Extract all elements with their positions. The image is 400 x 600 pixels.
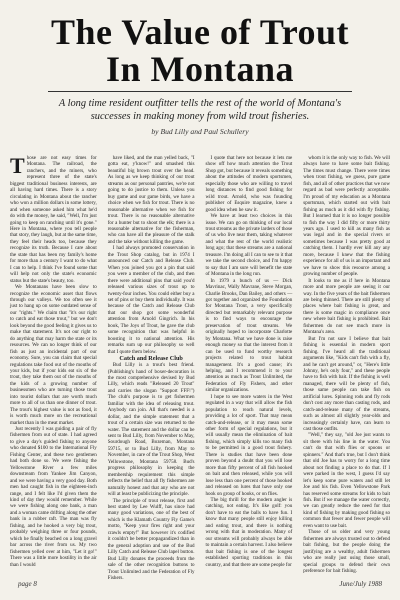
body-paragraph: The big thrill for the modern angler is catching, not eating. It's like golf: you don't have to eat the balls to have fun. I know that many people still enjoy killing and eating trout, and there is nothing wrong with that in moderation. Many of our streams will probably always be able to maintain a certain harvest. I also believe that bait fishing is one of the longest established sporting traditions in this country, and that there are some people for (205, 497, 293, 568)
article-body (10, 153, 390, 581)
body-paragraph (10, 155, 97, 284)
body-paragraph: In 1979 a bunch of us — Dick Mavrinac, Wally Mavrane, Steve Morgan, Charlie Brooks, Dan Bailey, and others — got together and organized the Foundation for Montana Trout, a very specifically directed but remarkably relevant purpose is to find ways to encourage the preservation of trout streams. We originally hoped to incorporate Charlotte by Montana. What we have done is raise enough money so that the interest from it can be used to fund worthy research projects related to trout habitat management. It's a good cause; it's helping, and I recommend it to your attention as much as Trout Unlimited, the Federation of Fly Fishers, and other similar organizations. (205, 277, 293, 394)
body-paragraph: Just recently I was guiding a pair of fly fishermen from out of state. I had agreed to give a day's guided fishing to anyone who donated $100 to the International Fly Fishing Center, and these two gentlemen had both done so. We were fishing the Yellowstone River a few miles downstream from Yankee Jim Canyon, and we were having a very good day. Both men had caught fish in the eighteen-inch range, and I felt like I'd given them the kind of day they would remember. While we were fishing along one bank, a man and a woman came drifting along the other bank in a rubber raft. The man was fly fishing, and he hooked a very big trout, probably weighing three or four pounds, which he finally beached on a long gravel bar across the river from us. My two fishermen yelled over at him, "Let it go!" There was a little more hostility in the air than I would (10, 426, 97, 568)
column-1 (10, 155, 97, 570)
body-paragraph: I had always promoted conservation in the Trout Shop catalog, but in 1974 I announced our Catch and Release Club. When you joined you got a pin that said you were a member of the club, and then there were additional pins that said you'd released various sizes of trout up to twenty-four inches. You could either buy a set of pins or buy them individually. It was because of the Catch and Release Club that our shop got some wonderful attention from Arnold Gingrich. In his book, The Joys of Trout, he gave the club some recognition that was helpful in boosting it to national attention. His remarks sum up our philosophy so well that I quote them below. (107, 245, 195, 355)
sidebar-heading: Catch and Release Club (119, 355, 183, 363)
body-paragraph: whom it is the only way to fish. We will always have to have some bait fishing. The times must change. There were times when trout fishing, we guess, pure game fish, and all of other practices that we now regard as bad were perfectly acceptable. I'm proud of my education as a Montana sportsman, which started out with bait fishing as much as it did with fly fishing. But I learned that it is no longer possible to fish the way I did fifty or more thirty years ago. I used to kill as many fish as was legal and in the special rivers or sometimes because I was pretty good at catching them. I hardly ever kill any any more, because I knew that the fishing experience for all of us is an important and we have to show this resource among a growing number of people. (303, 155, 390, 278)
body-paragraph: I hope to see more waters in the West regulated in a way that will allow the fish population to reach natural levels, providing a lot of sport. That may mean catch-and-release, or it may mean some other form of special regulations, but it will usually mean the elimination of bait fishing, which simply kills too many fish to be permitted in a good trout fishery. There is studies that have been done proven beyond a doubt that you will lose more than fifty percent of all fish hooked on bait and then released, while you will lose less than one percent of those hooked and released on lures that have only one hook on group of hooks, or on flies. (205, 393, 293, 497)
body-paragraph: Those of us older and very young fishermen are always trusted out to defend bait fishing, but the people doing the justifying are a wealthy, adult fishermen who are really just using those small, special groups to defend their own preference for bait fishing. (303, 529, 390, 574)
column-2 (107, 155, 195, 581)
title-line-1: The Value of Trout (50, 12, 350, 52)
body-paragraph: We have at least two choices in this issue. We can go on thinking of our local trout streams as the private larders of those of us who live near them, taking whatever and what the rest of the world realistic long ago; that these streams are a national treasure. I'm doing all I can to see to it that we take the second choice, and I'm happy to say that I am sure will benefit the state of Montana in the long run. (205, 213, 293, 278)
issue-date: June/July 1988 (339, 580, 382, 588)
column-3 (206, 155, 293, 570)
body-paragraph: "Well," they say, "old Joe just wants to sit there with his line in the water. You can't do that with flies or spoons or spinners." And that's true, but I don't think that old Joe has to worry for a long time about not finding a place to do that. If I were parked in the west, I guess I'd say let's keep some pure waters and still let Joe and his fish. Even Yellowstone Park has reserved some streams for kids to bait fish. But if we manage the water correctly, we can greatly reduce the need for that kind of fishing by making good fishing so common that fewer and fewer people will even want to use bait. (303, 432, 390, 529)
body-paragraph: We Montanans have been slow to recognize the economic asset that flows through our valleys. We too often see it just to hang up on some outdated sense of our "rights." We claim that "it's our right to catch and eat those trout," but we don't look beyond the good feeling it gives us to make that statement. It's not our right to do anything that may harm the state or its resources. We can no longer think of our fish as just an incidental part of our economy. Sure, you can claim that special regulations take food out of the mouths of your kids, but if your kids eat six of the trout, they take them out of the mouths of the kids of a growing number of businessmen who are turning those trout into tourist dollars that are worth much more to all of us than one dinner of trout. The trout's highest value is not as food, it is worth much more on the recreational market than in the meat market. (10, 284, 97, 426)
page-number: page 8 (18, 580, 37, 588)
page-footer (18, 580, 382, 588)
body-paragraph: The principle of trout release, first and best stated by Lee Wulff, has since had many good variations, one of the best of which is the Klamath Country Fly Game's motto, "Keep your fires right and your crawls empty!" But however it's codified it couldn't be better propagandized than in the general adoption and use of the Bud Lilly Catch and Release Club lapel button. Bud Lilly donates the proceeds from the sale of the other recognition buttons to Trout Unlimited and the Federation of Fly Fishers. (107, 497, 195, 581)
body-paragraph: Bud Lilly is a trout's best friend. (Publishing's hand of boxer-decoration is the most comprehensive devised by Bud Lilly, which reads "Released 20 Trout" and carries the slogan "Support FFF!") The club's purpose is to get fishermen familiar with the idea of releasing trout. Anybody can join. All that's needed is a dollar, and the simple statement that a trout of a certain size was returned to the water. The statement and the dollar can be sent to Bud Lilly, from November to May, Sourdough Road, Bozeman, Montana 59715, or to Bud Lilly, from May to November, in care of the Trout Shop, West Yellowstone, Montana 59758. Bud's progress philosophy in keeping the membership requirement this simple reflects the belief that all fly fishermen are naturally honest and that any who are not will at least be publicizing the principle. (107, 362, 195, 498)
article-title (10, 0, 390, 88)
body-paragraph: But I'm not sure I believe that bait fishing is essential in modern sport fishing. I've heard all the traditional arguments like, "Kids can't fish with a fly, and he can't get around," or, "Here's little Johnny, he's only four," and these people have to fish with bait. If the fishing is well managed, there will be plenty of fish, those same people can take fish on artificial lures. Spinning rods and fly rods don't cost any more than casting rods, and catch-and-release many of the streams, such as almost all slightly year-olds and increasingly certainly have, can learn to cast those outfits. (303, 335, 390, 433)
title-rule (48, 91, 352, 92)
body-paragraph: It looks to me as if here in Montana more and more people are seeing it our way. In the five years of the bait fishermen are being thinned. There are still plenty of places where bait fishing is great, and there is some magic in compliance once new where bait fishing is prohibited. Bait fishermen do not see much more in Montana's area. (303, 277, 390, 336)
paragraph-text: hose are not easy times for Montana. The railroad, the ranchers, and the miners, who represent three of the state's biggest traditional business interests, are all having hard times. There is a story circulating in Montana about the rancher who won a million dollars in some lottery, and when someone asked him what he'd do with the money, he said, "Well, I'm just going to keep on ranching until it's gone." Here in Montana, where you tell people that story, they laugh, but at the same time, they feel their heads too, because they recognize its truth. Because I care about the state that has been my family's home for more than a century I want to do what I can to help. I think I've found some that will help not only the state's economic status but the state's beauty, too. (10, 155, 97, 284)
article-deck: A long time resident outfitter tells the rest of the world of Montana's successes in making money from wild trout fisheries. (58, 98, 342, 122)
column-4 (303, 155, 390, 574)
drop-cap: T (10, 153, 25, 178)
body-paragraph: I quote that here not because it lets me show off how much attention the Trout Shop got, but because it reveals something about the attitudes of modern sportsmen, especially those who are willing to travel long distances to find good fishing for wild trout. Arnold, who was founding publisher of Esquire magazine, knew a good idea when he saw it. (205, 155, 293, 213)
article-byline: by Bud Lilly and Paul Schullery (151, 127, 249, 136)
body-paragraph: have liked, and the man yelled back, "I gotta eat, y'know!" and smashed this beautiful big brown trout over the head. As long as we keep thinking of our trout streams as our personal pantries, we're not going to do justice to them. Unless you buy game and our game birds, we have a choice when we fish for trout. There is no reasonable alternative when we fish for trout. There is no reasonable alternative for a hunter but to shoot the elk; there is a reasonable alternative for the fisherman, who can have all the pleasure of the stalk and the take without killing the game. (107, 155, 195, 245)
title-line-2: In Montana (105, 49, 295, 89)
